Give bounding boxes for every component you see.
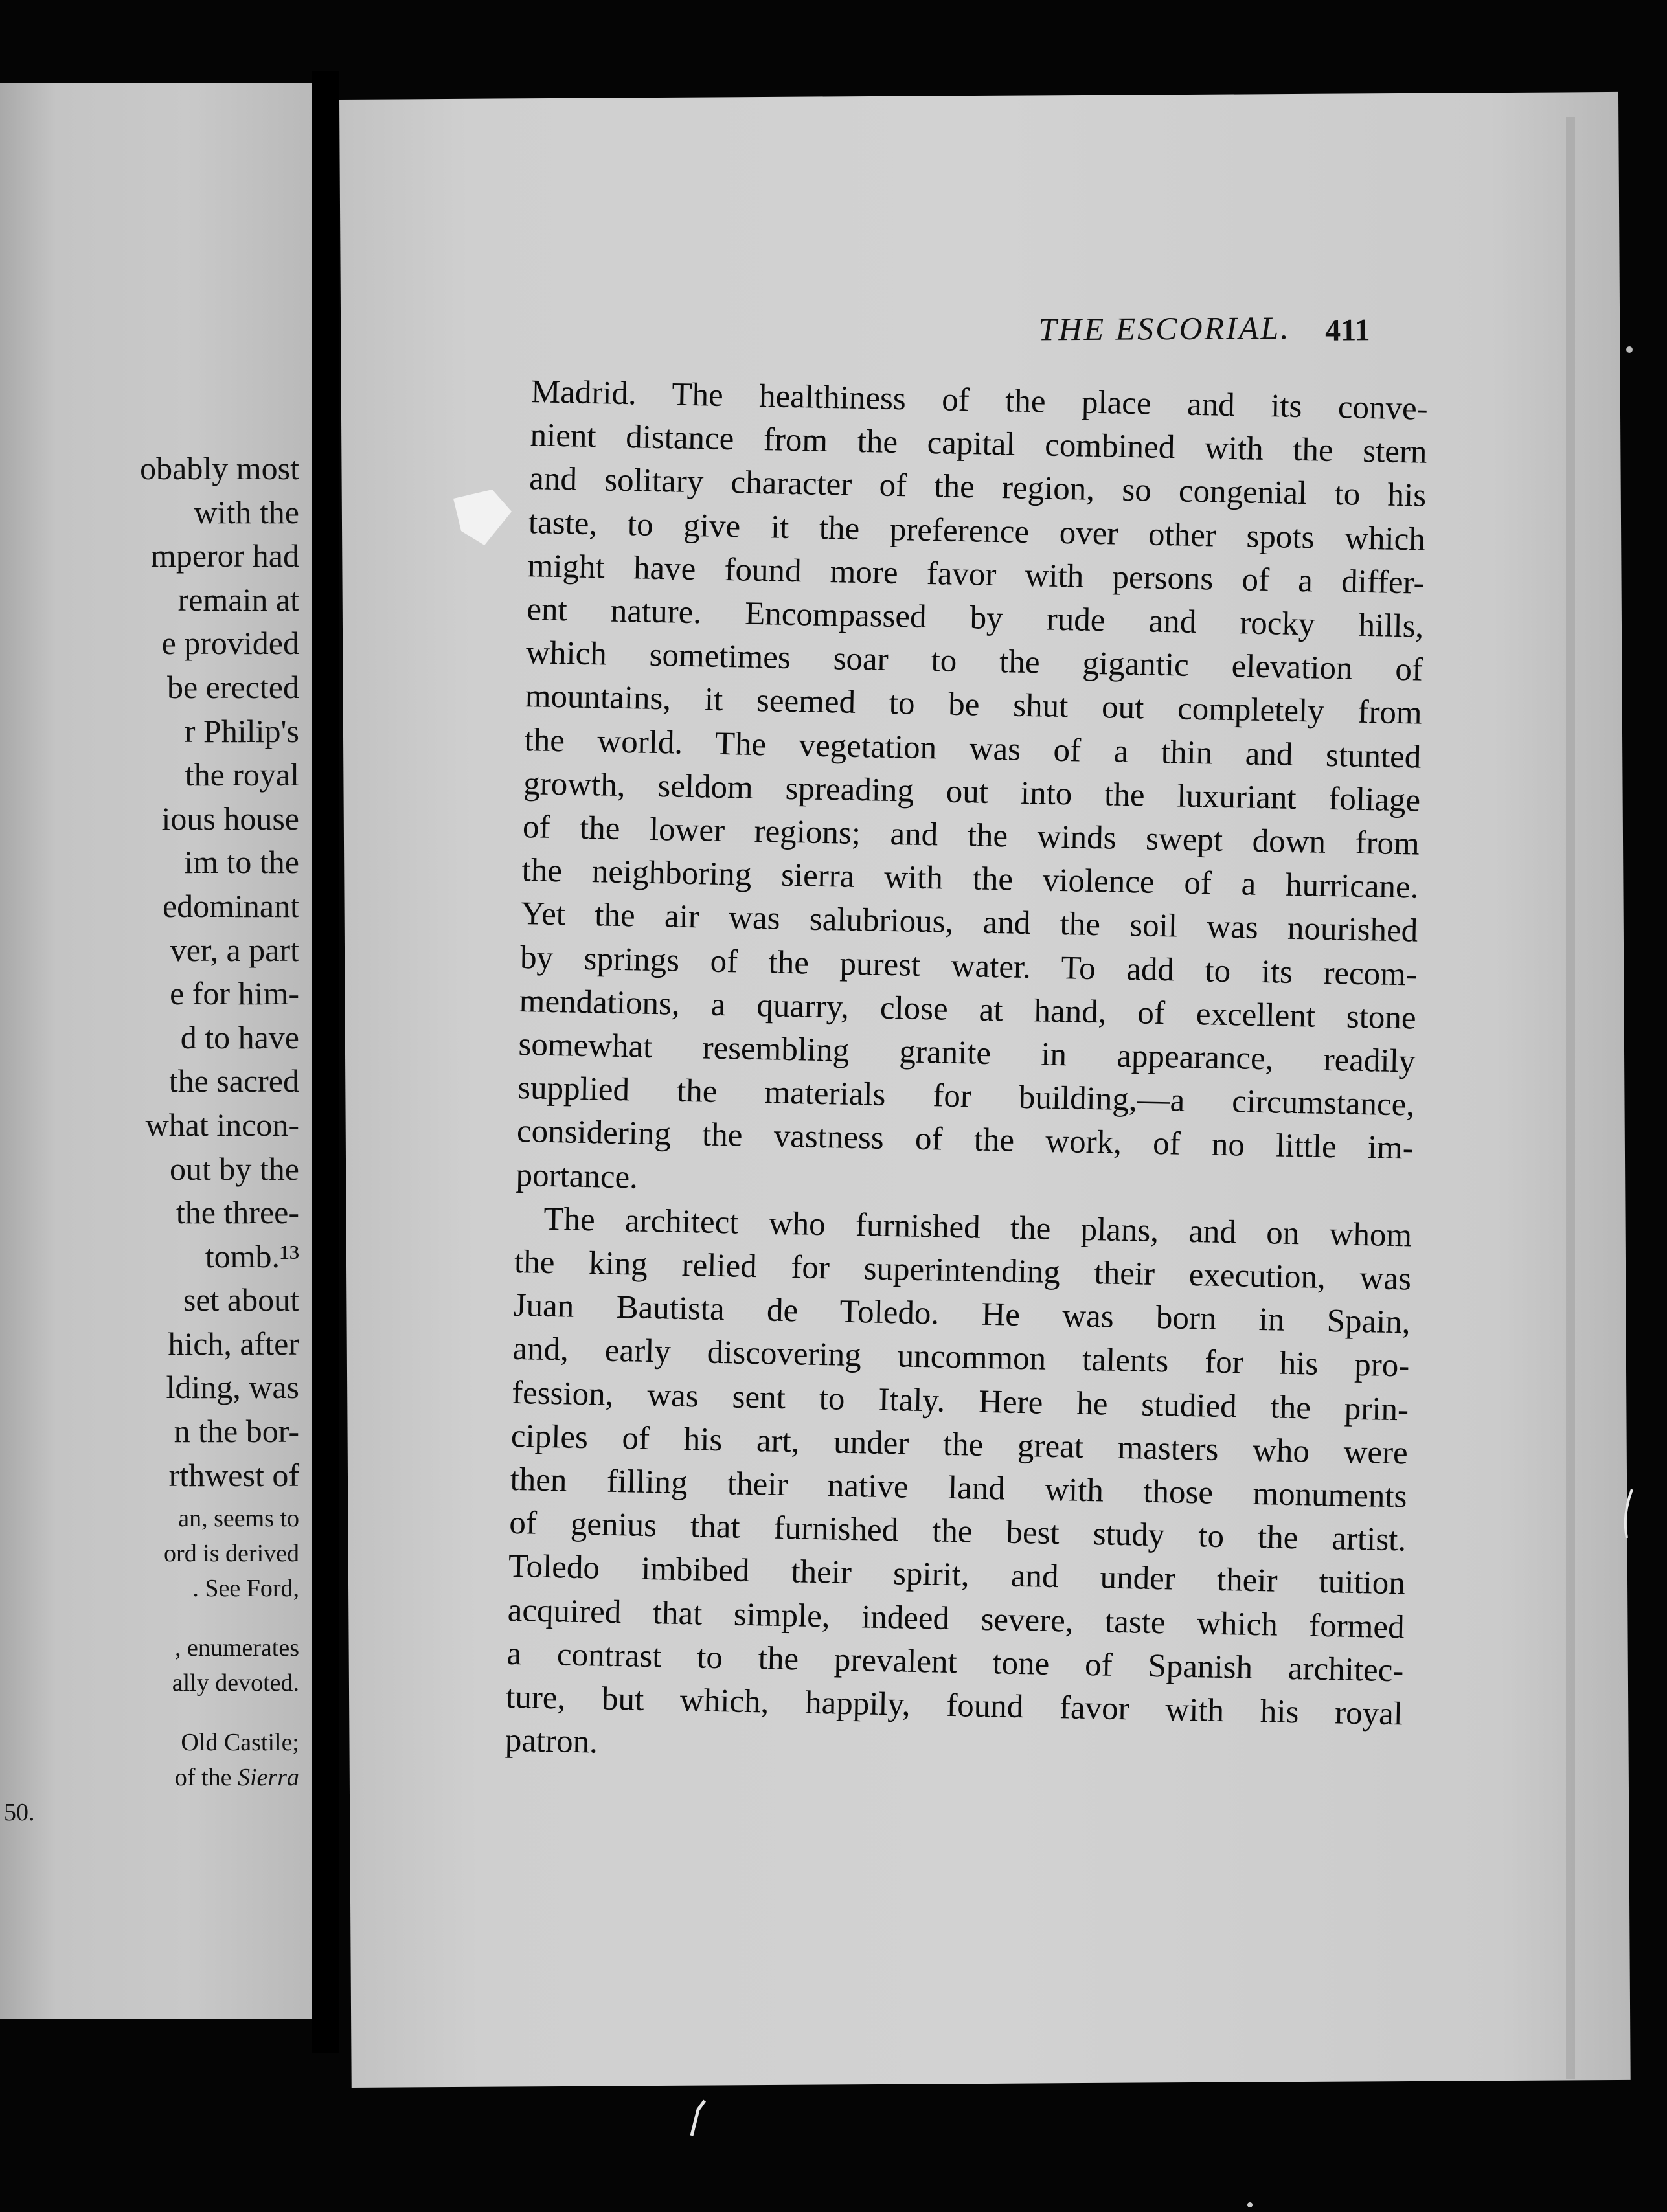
footnote-line: ord is derived [164, 1540, 299, 1568]
text-line: Juan Bautista de Toledo. He was born in Spain, [513, 1287, 1411, 1341]
footnote-line: an, seems to [178, 1505, 299, 1533]
running-head: THE ESCORIAL. [1038, 310, 1291, 348]
text-line: growth, seldom spreading out into the luxuriant foliage [523, 765, 1421, 819]
edge-mark [1626, 1489, 1632, 1538]
text-line: with the [194, 493, 299, 530]
text-line: n the bor- [174, 1413, 299, 1450]
text-line: which sometimes soar to the gigantic elevation of [525, 635, 1423, 688]
text-line: somewhat resembling granite in appearance, readily [518, 1026, 1416, 1080]
text-line: by springs of the purest water. To add to its recom- [519, 939, 1418, 993]
text-line: edominant [162, 887, 299, 924]
text-line: acquired that simple, indeed severe, taste which formed [507, 1592, 1405, 1646]
footnote-line: . See Ford, [192, 1575, 299, 1603]
footnote-text: of the [174, 1764, 238, 1792]
text-line: d to have [180, 1019, 299, 1055]
text-line: then filling their native land with those monuments [510, 1461, 1407, 1515]
dust-mark [1626, 346, 1633, 353]
text-line: what incon- [145, 1106, 299, 1143]
text-line: e for him- [170, 975, 299, 1012]
text-line: rthwest of [168, 1456, 299, 1493]
text-line: patron. [505, 1722, 598, 1761]
footnote-line: , enumerates [174, 1634, 299, 1662]
footnote-italic-text: Sierra [238, 1764, 299, 1792]
text-line: mountains, it seemed to be shut out completely from [525, 678, 1423, 732]
text-line: a contrast to the prevalent tone of Spanish architec- [506, 1635, 1404, 1689]
text-line: considering the vastness of the work, of no little im- [516, 1113, 1414, 1168]
dust-mark [692, 2101, 705, 2136]
text-line: r Philip's [184, 712, 299, 749]
text-line: nient distance from the capital combined with the stern [530, 417, 1427, 471]
text-line: ious house [161, 800, 299, 837]
text-line: The architect who furnished the plans, and on whom [543, 1201, 1412, 1254]
text-line: the neighboring sierra with the violence of a hurricane. [521, 852, 1420, 906]
dust-mark [1247, 2202, 1253, 2207]
text-line: tomb.¹³ [205, 1237, 299, 1274]
text-line: Madrid. The healthiness of the place and its conve- [530, 374, 1429, 427]
text-line: hich, after [168, 1325, 299, 1362]
text-line: out by the [170, 1150, 299, 1187]
text-line: the world. The vegetation was of a thin and stunted [524, 721, 1422, 776]
text-line: supplied the materials for building,—a circumstance, [517, 1070, 1415, 1123]
text-line: mperor had [150, 537, 299, 574]
paper-tear [453, 490, 512, 545]
text-line: im to the [184, 844, 299, 881]
text-line: Yet the air was salubrious, and the soil was nourished [520, 896, 1418, 950]
text-line: might have found more favor with persons of a differ- [527, 547, 1425, 602]
text-line: of genius that furnished the best study to the artist. [508, 1505, 1407, 1559]
text-line: taste, to give it the preference over other spots which [528, 504, 1426, 558]
text-line: obably most [140, 450, 299, 486]
page-number: 411 [1325, 313, 1370, 348]
footnote-line: 50. [4, 1799, 35, 1827]
text-line: remain at [177, 581, 299, 618]
footnote-line: ally devoted. [172, 1669, 299, 1697]
text-line: mendations, a quarry, close at hand, of excellent stone [519, 982, 1417, 1037]
text-line: and, early discovering uncommon talents for his pro- [512, 1331, 1410, 1384]
text-line: of the lower regions; and the winds swept down from [522, 809, 1420, 863]
text-line: and solitary character of the region, so congenial to his [528, 460, 1427, 515]
text-line: ture, but which, happily, found favor with his royal [505, 1678, 1403, 1733]
text-line: ent nature. Encompassed by rude and rocky hills, [526, 591, 1424, 645]
text-line: Toledo imbibed their spirit, and under their tuition [508, 1548, 1406, 1602]
text-line: be erected [166, 668, 299, 705]
text-line: portance. [516, 1157, 639, 1196]
text-line: the sacred [168, 1063, 299, 1100]
text-line: the royal [185, 756, 299, 793]
text-line: lding, was [166, 1369, 299, 1406]
text-line: e provided [161, 625, 299, 662]
text-line: ciples of his art, under the great masters who were [510, 1417, 1409, 1472]
text-line: the three- [176, 1194, 299, 1231]
text-line: set about [183, 1281, 299, 1318]
footnote-line: Old Castile; [181, 1729, 299, 1757]
text-line: the king relied for superintending their execution, was [514, 1244, 1412, 1298]
text-line: fession, was sent to Italy. Here he studied the prin- [511, 1374, 1409, 1428]
text-line: ver, a part [170, 931, 299, 968]
